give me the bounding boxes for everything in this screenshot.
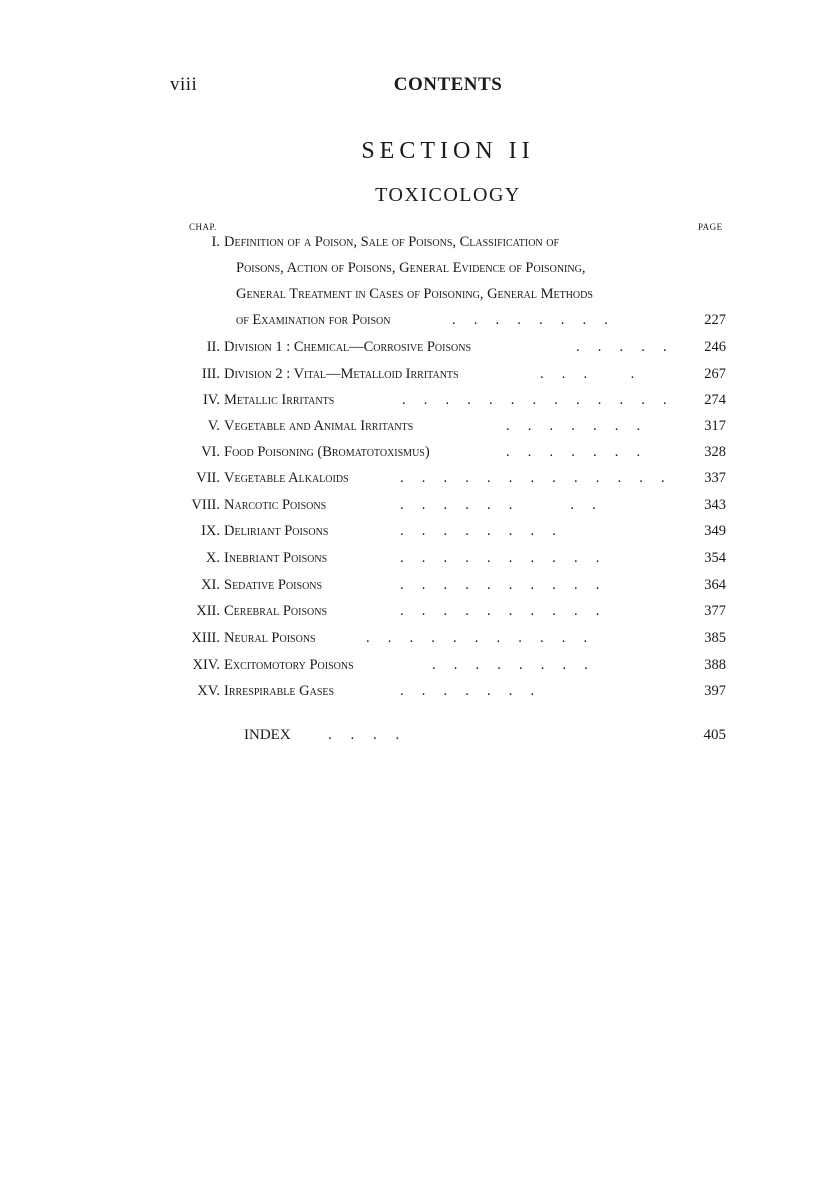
page-ref: 405	[703, 727, 726, 743]
chapter-title: Division 1 : Chemical—Corrosive Poisons	[224, 339, 472, 355]
leader-dots: . . . . . . . .	[400, 523, 556, 539]
leader-dots: . . . . . . .	[400, 683, 535, 699]
chapter-number: I.	[211, 234, 220, 250]
leader-dots: . . . . . . . .	[452, 312, 608, 328]
chapter-title: Vegetable Alkaloids	[224, 470, 349, 486]
page-ref: 317	[704, 418, 726, 434]
leader-dots: . . . . . . . . . .	[400, 603, 600, 619]
leader-dots: . . . . . . . . . . . . .	[402, 392, 667, 408]
chapter-title: Inebriant Poisons	[224, 550, 328, 566]
page-ref: 364	[704, 577, 726, 593]
leader-dots: . . . . .	[576, 339, 667, 355]
chapter-title-line-2: Poisons, Action of Poisons, General Evidence of Poisoning,	[236, 260, 586, 276]
index-label: INDEX	[244, 727, 291, 743]
page-ref: 385	[704, 630, 726, 646]
chapter-number: VII.	[196, 470, 220, 486]
section-title: SECTION II	[361, 138, 535, 164]
chapter-title: Division 2 : Vital—Metalloid Irritants	[224, 366, 459, 382]
page-ref: 343	[704, 497, 726, 513]
chapter-number: III.	[201, 366, 220, 382]
chapter-title: Metallic Irritants	[224, 392, 335, 408]
chapter-number: VIII.	[191, 497, 220, 513]
chapter-number: VI.	[201, 444, 220, 460]
chapter-title: Irrespirable Gases	[224, 683, 335, 699]
chapter-number: XI.	[201, 577, 220, 593]
page-ref: 274	[704, 392, 726, 408]
chapter-title-line-3: General Treatment in Cases of Poisoning, General Methods	[236, 286, 593, 302]
page-ref: 337	[704, 470, 726, 486]
page-ref: 354	[704, 550, 726, 566]
leader-dots: . . . . . . . . . . . . .	[400, 470, 665, 486]
chapter-title: Neural Poisons	[224, 630, 316, 646]
running-head: CONTENTS	[393, 74, 503, 95]
chapter-number: XV.	[197, 683, 220, 699]
leader-dots: . . . . . . .	[506, 418, 641, 434]
page-ref: 397	[704, 683, 726, 699]
chapter-title: Excitomotory Poisons	[224, 657, 354, 673]
leader-dots: . . . . . . . .	[432, 657, 588, 673]
chap-column-header: CHAP.	[189, 222, 217, 232]
page-number: viii	[170, 74, 198, 95]
chapter-title: Cerebral Poisons	[224, 603, 328, 619]
chapter-number: IV.	[202, 392, 220, 408]
chapter-title: Vegetable and Animal Irritants	[224, 418, 414, 434]
chapter-title: Food Poisoning (Bromatotoxismus)	[224, 444, 430, 460]
chapter-number: XIV.	[192, 657, 220, 673]
leader-dots: . . . .	[328, 727, 400, 743]
chapter-title: Narcotic Poisons	[224, 497, 327, 513]
chapter-number: XIII.	[191, 630, 220, 646]
page-ref: 388	[704, 657, 726, 673]
leader-dots: . . . . . . . . . . .	[366, 630, 588, 646]
page-ref: 267	[704, 366, 726, 382]
page-ref: 227	[704, 312, 726, 328]
leader-dots: . . . . . . . . . .	[400, 577, 600, 593]
chapter-number: IX.	[201, 523, 220, 539]
chapter-title-line-4: of Examination for Poison	[236, 312, 391, 328]
chapter-number: II.	[206, 339, 220, 355]
chapter-title: Deliriant Poisons	[224, 523, 329, 539]
leader-dots: . . . . . . . . . .	[400, 550, 600, 566]
leader-dots: . . . .	[540, 366, 635, 382]
chapter-title-line-1: Definition of a Poison, Sale of Poisons, Classification of	[224, 234, 560, 250]
page-ref: 328	[704, 444, 726, 460]
chapter-number: XII.	[196, 603, 220, 619]
chapter-number: V.	[207, 418, 220, 434]
section-subtitle: TOXICOLOGY	[375, 184, 521, 206]
leader-dots: . . . . . . .	[506, 444, 641, 460]
page-ref: 349	[704, 523, 726, 539]
page-ref: 246	[704, 339, 726, 355]
page-ref: 377	[704, 603, 726, 619]
page-column-header: PAGE	[698, 222, 723, 232]
chapter-number: X.	[205, 550, 220, 566]
leader-dots: . . . . . . . .	[400, 497, 596, 513]
chapter-title: Sedative Poisons	[224, 577, 323, 593]
